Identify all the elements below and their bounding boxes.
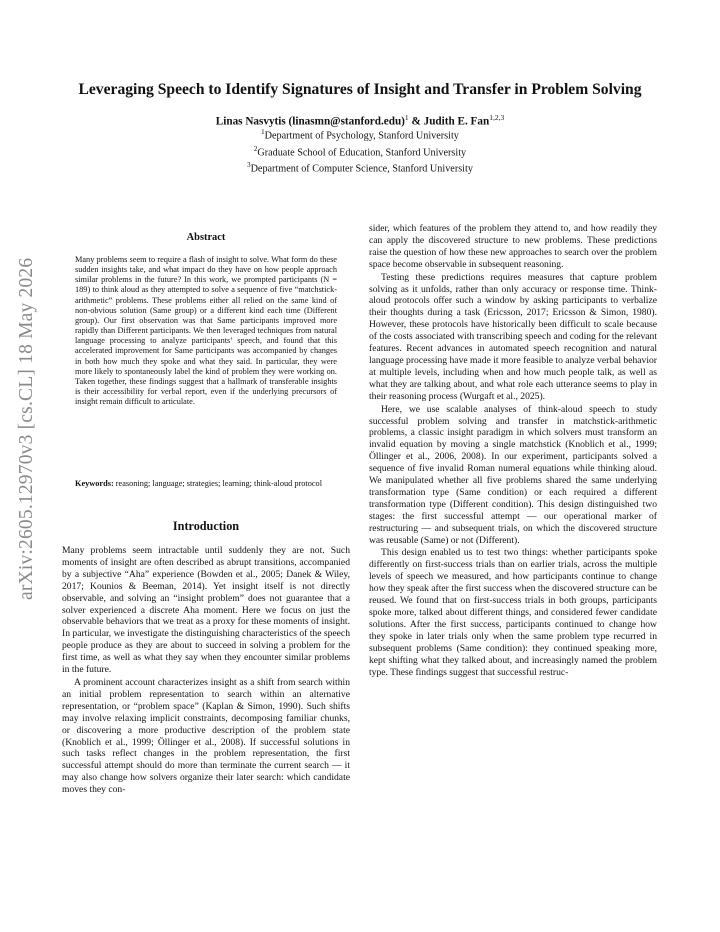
right-column-body <box>369 223 657 678</box>
affiliation-text: Department of Psychology, Stanford University <box>264 130 459 142</box>
affiliations <box>40 126 680 176</box>
arxiv-identifier: arXiv:2605.12970v3 [cs.CL] 18 May 2026 <box>16 257 37 600</box>
body-paragraph: sider, which features of the problem they attend to, and how readily they can apply the discovered structure to new problems. These predictions raise the question of how these new approaches to search over the problem space become observable in subsequent reasoning. <box>369 223 657 270</box>
affiliation-mark: 2 <box>253 144 258 153</box>
affiliation-text: Graduate School of Education, Stanford University <box>257 147 467 159</box>
author-name: Judith E. Fan <box>423 115 490 128</box>
affiliation-mark: 1 <box>261 128 265 136</box>
keywords <box>75 479 337 489</box>
author-name: Linas Nasvytis (linasmn@stanford.edu) <box>215 115 405 128</box>
body-paragraph: A prominent account characterizes insight as a shift from search within an initial problem representation to search within an alternative representation, or “problem space” (Kaplan & Simon, 1990). Such shifts may involve relaxing implicit constraints, decomposing familiar chunks, or discovering a more productive description of the problem state (Knoblich et al., 1999; Öllinger et al., 2008). If successful solutions in such tasks reflect changes in the problem representation, the first successful attempt should do more than terminate the current search — it may also change how solvers organize their later search: which candidate moves they con- <box>62 676 350 796</box>
affiliation-line <box>40 143 680 160</box>
body-paragraph: Many problems seem intractable until suddenly they are not. Such moments of insight are often described as abrupt transitions, accompanied by a subjective “Aha” experience (Bowden et al., 2005; Danek & Wiley, 2017; Kounios & Beeman, 2014). Yet insight itself is not directly observable, and solving an “insight problem” does not guarantee that a solver experienced a discrete Aha moment. Here we focus on just the observable behaviors that we treat as a proxy for these moments of insight. In particular, we investigate the distinguishing characteristics of the speech people produce as they are about to succeed in solving a problem for the first time, as well as what they say when they encounter similar problems in the future. <box>62 545 350 676</box>
abstract-text: Many problems seem to require a flash of insight to solve. What form do these sudden insights take, and what impact do they have on how people approach similar problems in the future? In this work, we prompted participants (N = 189) to think aloud as they attempted to solve a sequence of five “matchstick-arithmetic” problems. These problems either all relied on the same kind of non-obvious solution (Same group) or a different kind each time (Different group). Our first observation was that Same participants improved more rapidly than Different participants. We then leveraged techniques from natural language processing to analyze participants’ speech, and found that this accelerated improvement for Same participants was accompanied by changes in both how much they spoke and what they said. In particular, they were more likely to spontaneously label the kind of problem they were working on. Taken together, these findings suggest that a hallmark of transferable insights is their accessibility for verbal report, even if the underlying precursors of insight remain difficult to articulate. <box>75 255 337 407</box>
left-column-body <box>62 545 350 796</box>
affiliation-text: Department of Computer Science, Stanford University <box>250 163 473 175</box>
introduction-heading: Introduction <box>172 519 240 533</box>
abstract-heading: Abstract <box>186 232 226 243</box>
paper-title: Leveraging Speech to Identify Signatures of Insight and Transfer in Problem Solving <box>78 81 642 98</box>
body-paragraph: Here, we use scalable analyses of think-aloud speech to study successful problem solving and transfer in matchstick-arithmetic problems, a classic insight paradigm in which solvers must transform an invalid equation by moving a single matchstick (Knoblich et al., 1999; Öllinger et al., 2006, 2008). In our experiment, participants solved a sequence of five invalid Roman numeral equations while thinking aloud. We manipulated whether all five problems shared the same underlying transformation type (Same condition) or each required a different transformation type (Different condition). This design distinguished two stages: the first successful attempt — our operational marker of restructuring — and subsequent trials, on which the discovered structure was reusable (Same) or not (Different). <box>369 403 657 546</box>
author-affiliation-mark: 1 <box>404 113 409 122</box>
author-separator: & <box>408 115 424 128</box>
affiliation-line <box>40 126 680 143</box>
affiliation-mark: 3 <box>247 161 251 170</box>
keywords-list: reasoning; language; strategies; learning; think-aloud protocol <box>113 479 323 488</box>
author-affiliation-mark: 1,2,3 <box>489 113 505 122</box>
keywords-label: Keywords: <box>75 479 114 488</box>
body-paragraph: Testing these predictions requires measures that capture problem solving as it unfolds, rather than only accuracy or response time. Think-aloud protocols offer such a window by asking participants to verbalize their thoughts during a task (Ericsson, 2017; Ericsson & Simon, 1980). However, these protocols have historically been difficult to scale because of the costs associated with transcribing speech and coding for the relevant features. Recent advances in automated speech recognition and natural language processing have made it more feasible to analyze verbal behavior at multiple levels, including when and how much people talk, as well as what they are talking about, and what role each utterance seems to play in their reasoning process (Wurgaft et al., 2025). <box>369 271 657 402</box>
affiliation-line <box>40 159 680 176</box>
body-paragraph: This design enabled us to test two things: whether participants spoke differently on first-success trials than on earlier trials, across the multiple levels of speech we measured, and how participants continue to change how they speak after the first success when the discovered structure can be reused. We found that on first-success trials in both groups, participants spoke more, talked about different things, and considered fewer candidate solutions. After the first success, participants continued to change how they spoke in later trials only when the same problem type recurred in subsequent problems (Same condition): they continued speaking more, kept shifting what they talked about, and increasingly named the problem type. These findings suggest that successful restruc- <box>369 547 657 678</box>
